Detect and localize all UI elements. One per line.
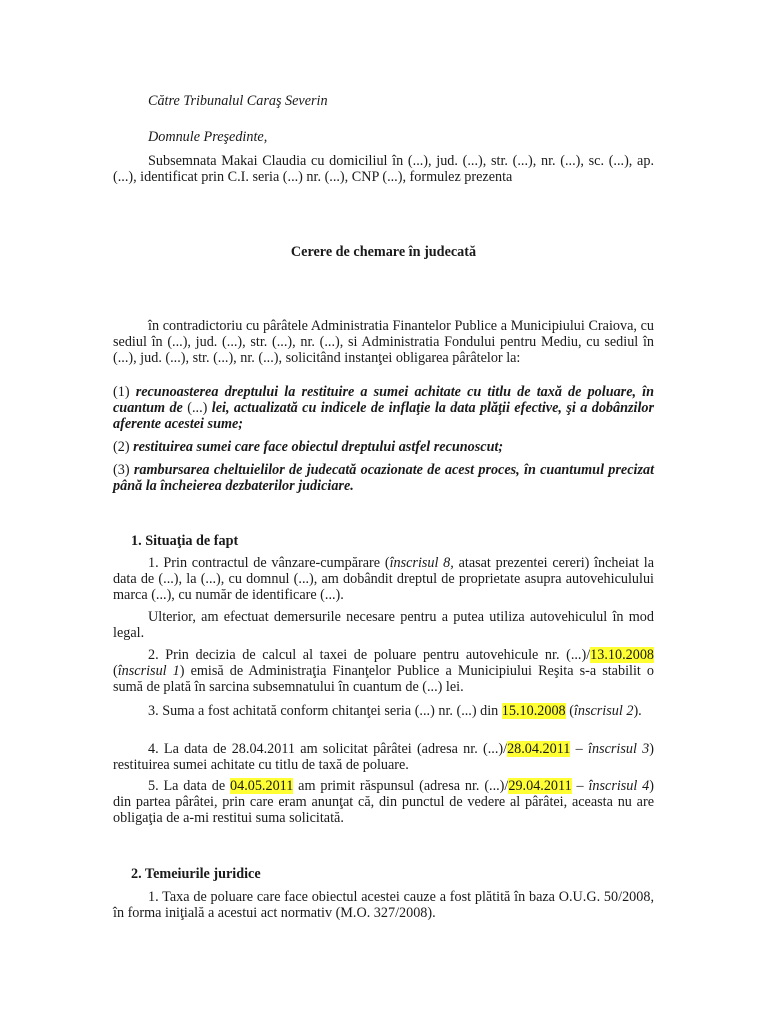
facts-paragraph-6: 5. La data de 04.05.2011 am primit răspunsul (adresa nr. (...)/29.04.2011 – înscrisul 4) din partea pârâtei, prin care eram anunţat că, din punctul de vedere al pârâtei, aceasta nu are obligaţia de a-mi restitui suma solicitată. <box>113 778 655 826</box>
exhibit-reference: înscrisul 4 <box>588 778 650 794</box>
document-title: Cerere de chemare în judecată <box>290 244 477 260</box>
highlighted-date: 04.05.2011 <box>230 778 294 794</box>
request-text: lei, actualizată cu indicele de inflaţie la data plăţii efective, şi a dobânzilor aferente acestei sume; <box>113 400 655 432</box>
facts-paragraph-4: 3. Suma a fost achitată conform chitanţei seria (...) nr. (...) din 15.10.2008 (înscrisul 2). <box>148 703 642 719</box>
exhibit-reference: înscrisul 2 <box>573 703 634 719</box>
highlighted-date: 28.04.2011 <box>507 741 571 757</box>
highlighted-date: 29.04.2011 <box>508 778 572 794</box>
request-item-2 <box>113 439 654 455</box>
addressee-line: Către Tribunalul Caraş Severin <box>148 93 328 109</box>
legal-paragraph-1: 1. Taxa de poluare care face obiectul acestei cauze a fost plătită în baza O.U.G. 50/2008, în forma iniţială a acestui act normativ (M.O. 327/2008). <box>113 889 654 921</box>
request-item-1 <box>113 384 654 432</box>
request-text: rambursarea cheltuielilor de judecată ocazionate de acest proces, în cuantumul precizat până la încheierea dezbaterilor judiciare. <box>113 462 655 494</box>
exhibit-reference: înscrisul 8, <box>389 555 454 571</box>
request-number: (3) <box>113 462 130 478</box>
exhibit-reference: înscrisul 3 <box>588 741 650 757</box>
section-heading-legal-grounds: 2. Temeiurile juridice <box>131 866 261 882</box>
salutation-line: Domnule Preşedinte, <box>148 129 268 145</box>
request-number: (1) <box>113 384 130 400</box>
highlighted-date: 15.10.2008 <box>501 703 566 719</box>
facts-paragraph-2: Ulterior, am efectuat demersurile necesare pentru a putea utiliza autovehiculul în mod legal. <box>113 609 654 641</box>
intro-paragraph: Subsemnata Makai Claudia cu domiciliul în (...), jud. (...), str. (...), nr. (...), sc. (...), ap. (...), identificat prin C.I. seria (...) nr. (...), CNP (...), formulez prezenta <box>113 153 654 185</box>
request-item-3 <box>113 462 654 494</box>
facts-paragraph-5: 4. La data de 28.04.2011 am solicitat pârâtei (adresa nr. (...)/28.04.2011 – înscrisul 3) restituirea sumei achitate cu titlu de taxă de poluare. <box>113 741 655 773</box>
facts-paragraph-3: 2. Prin decizia de calcul al taxei de poluare pentru autovehicule nr. (...)/13.10.2008 (înscrisul 1) emisă de Administraţia Finanţelor Publice a Municipiului Reşita s-a stabilit o sumă de plată în sarcina subsemnatului în cuantum de (...) lei. <box>113 647 655 695</box>
request-text: recunoasterea dreptului la restituire a sumei achitate cu titlu de taxă de poluare, în cuantum de <box>113 384 655 416</box>
request-amount-placeholder: (...) <box>187 400 208 416</box>
section-heading-facts: 1. Situaţia de fapt <box>131 533 239 549</box>
opening-paragraph: în contradictoriu cu pârâtele Administratia Finantelor Publice a Municipiului Craiova, cu sediul în (...), jud. (...), str. (...), nr. (...), si Administratia Fondului pentru Mediu, cu sediul în (...), jud. (...), str. (...), nr. (...), solicitând instanţei obligarea pârâtelor la: <box>113 318 654 366</box>
facts-paragraph-1: 1. Prin contractul de vânzare-cumpărare (înscrisul 8, atasat prezentei cereri) încheiat la data de (...), la (...), cu domnul (...), am dobândit dreptul de proprietate asupra autovehiculului marca (...), cu număr de identificare (...). <box>113 555 654 603</box>
request-number: (2) <box>113 439 130 455</box>
exhibit-reference: înscrisul 1 <box>117 663 180 679</box>
request-text: restituirea sumei care face obiectul dreptului astfel recunoscut; <box>133 439 504 455</box>
highlighted-date: 13.10.2008 <box>590 647 654 663</box>
